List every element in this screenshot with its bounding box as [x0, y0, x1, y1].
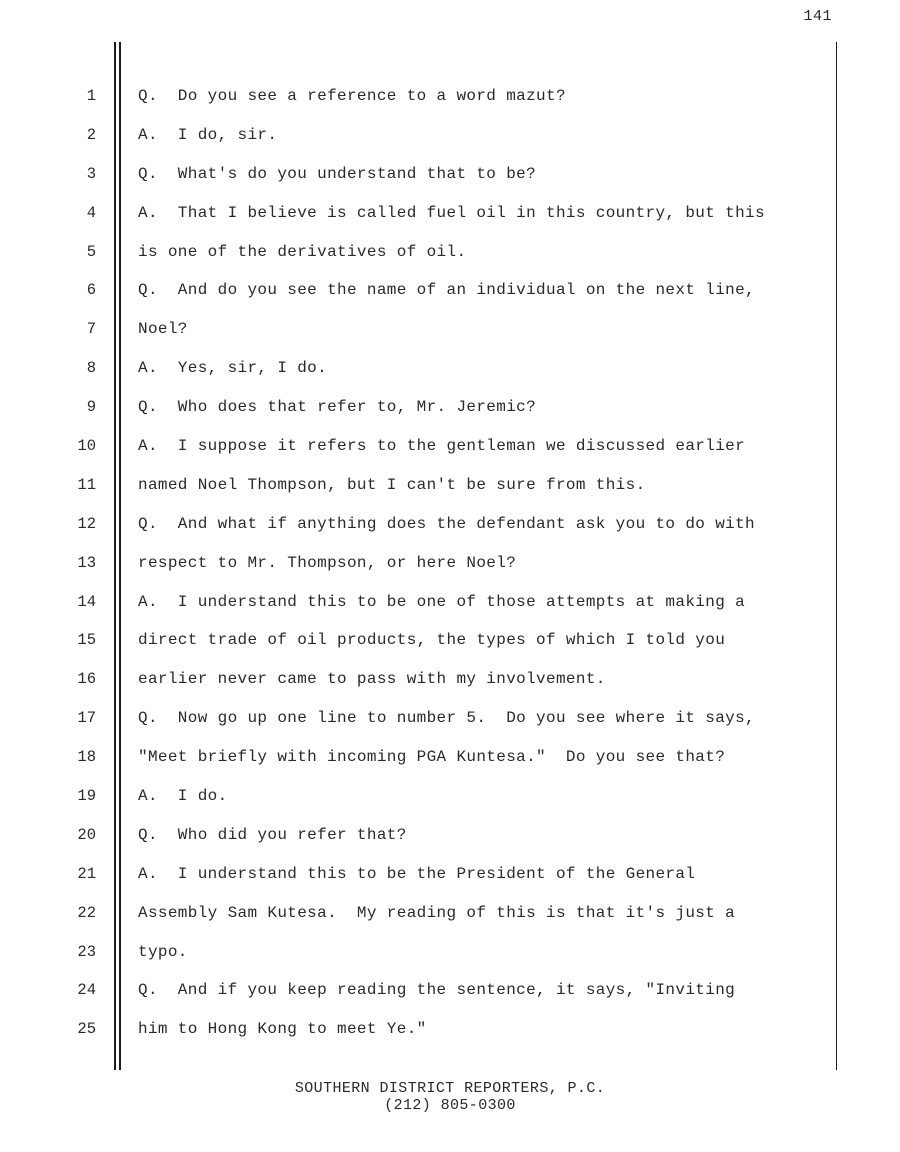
transcript-line [0, 504, 900, 543]
transcript-line [0, 893, 900, 932]
line-number: 16 [77, 670, 96, 689]
line-number: 18 [77, 748, 96, 767]
line-text: A. I do, sir. [138, 125, 278, 144]
line-number: 21 [77, 864, 96, 883]
transcript-line [0, 698, 900, 737]
transcript-body [0, 76, 900, 1048]
line-number: 7 [86, 320, 96, 339]
line-number: 23 [77, 942, 96, 961]
line-number: 14 [77, 592, 96, 611]
line-number: 10 [77, 437, 96, 456]
line-number: 15 [77, 631, 96, 650]
transcript-line [0, 815, 900, 854]
line-text: Q. Now go up one line to number 5. Do you see where it says, [138, 709, 755, 728]
line-number: 12 [77, 514, 96, 533]
line-text: Q. And if you keep reading the sentence, it says, "Inviting [138, 981, 736, 1000]
line-text: him to Hong Kong to meet Ye." [138, 1020, 427, 1039]
line-number: 1 [86, 87, 96, 105]
transcript-line [0, 737, 900, 776]
transcript-line [0, 854, 900, 893]
transcript-line [0, 932, 900, 971]
line-text: A. Yes, sir, I do. [138, 359, 328, 378]
line-number: 13 [77, 553, 96, 572]
transcript-line [0, 582, 900, 621]
transcript-line [0, 193, 900, 232]
transcript-line [0, 154, 900, 193]
transcript-line [0, 970, 900, 1009]
transcript-line [0, 76, 900, 115]
line-text: is one of the derivatives of oil. [138, 242, 467, 261]
page-footer [0, 1080, 900, 1114]
transcript-line [0, 465, 900, 504]
transcript-line [0, 1009, 900, 1048]
line-number: 19 [77, 787, 96, 806]
line-text: Noel? [138, 320, 188, 339]
line-number: 24 [77, 981, 96, 1000]
line-text: earlier never came to pass with my involvement. [138, 670, 606, 689]
transcript-line [0, 348, 900, 387]
transcript-line [0, 620, 900, 659]
line-number: 11 [77, 475, 96, 494]
line-text: A. I do. [138, 787, 228, 806]
transcript-line [0, 232, 900, 271]
transcript-line [0, 309, 900, 348]
line-text: Assembly Sam Kutesa. My reading of this is that it's just a [138, 903, 736, 922]
line-text: Q. Do you see a reference to a word mazut? [138, 87, 566, 105]
reporter-phone: (212) 805-0300 [384, 1097, 516, 1114]
line-number: 8 [86, 359, 96, 378]
line-text: Q. And do you see the name of an individual on the next line, [138, 281, 755, 300]
line-text: A. I understand this to be the President of the General [138, 864, 696, 883]
line-number: 5 [86, 242, 96, 261]
transcript-line [0, 776, 900, 815]
transcript-line [0, 387, 900, 426]
line-number: 4 [86, 203, 96, 222]
line-text: direct trade of oil products, the types of which I told you [138, 631, 726, 650]
line-number: 25 [77, 1020, 96, 1039]
line-text: Q. What's do you understand that to be? [138, 164, 537, 183]
line-text: A. That I believe is called fuel oil in this country, but this [138, 203, 765, 222]
line-number: 17 [77, 709, 96, 728]
transcript-line [0, 659, 900, 698]
line-text: respect to Mr. Thompson, or here Noel? [138, 553, 517, 572]
line-text: Q. And what if anything does the defendant ask you to do with [138, 514, 755, 533]
line-number: 22 [77, 903, 96, 922]
line-number: 3 [86, 164, 96, 183]
transcript-line [0, 543, 900, 582]
transcript-line [0, 115, 900, 154]
line-text: typo. [138, 942, 188, 961]
line-text: Q. Who did you refer that? [138, 825, 407, 844]
line-text: Q. Who does that refer to, Mr. Jeremic? [138, 398, 537, 417]
line-number: 9 [86, 398, 96, 417]
page-number: 141 [803, 8, 832, 25]
reporter-firm-name: SOUTHERN DISTRICT REPORTERS, P.C. [294, 1080, 606, 1097]
transcript-line [0, 426, 900, 465]
line-text: A. I suppose it refers to the gentleman we discussed earlier [138, 437, 746, 456]
line-text: A. I understand this to be one of those attempts at making a [138, 592, 746, 611]
line-number: 6 [86, 281, 96, 300]
line-number: 20 [77, 825, 96, 844]
line-number: 2 [86, 125, 96, 144]
line-text: "Meet briefly with incoming PGA Kuntesa." Do you see that? [138, 748, 726, 767]
transcript-line [0, 270, 900, 309]
line-text: named Noel Thompson, but I can't be sure from this. [138, 475, 646, 494]
